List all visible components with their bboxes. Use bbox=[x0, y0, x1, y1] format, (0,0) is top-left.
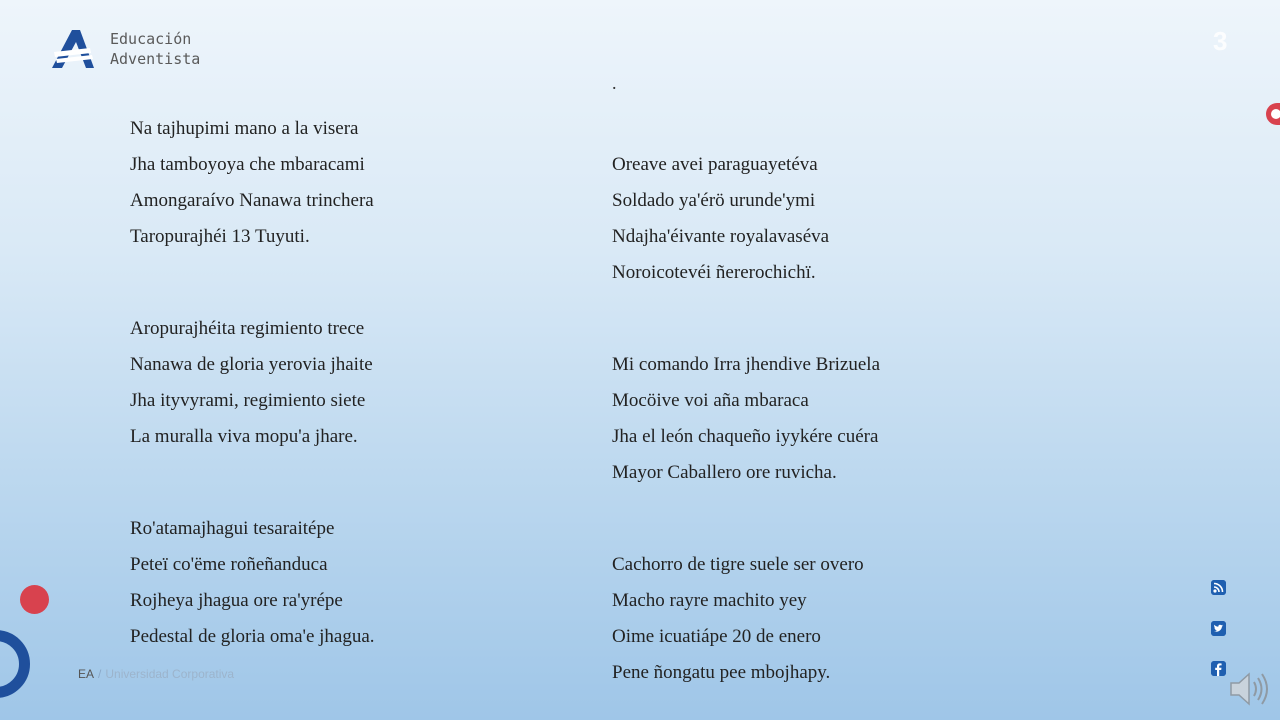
lyric-line: Amongaraívo Nanawa trinchera bbox=[130, 190, 374, 211]
footer-separator: / bbox=[98, 667, 102, 681]
stanza bbox=[130, 311, 570, 455]
lyric-line: Noroicotevéi ñererochichï. bbox=[612, 262, 816, 283]
speaker-icon[interactable] bbox=[1228, 669, 1272, 709]
educacion-adventista-logo bbox=[50, 28, 96, 70]
stanza bbox=[130, 111, 570, 255]
stanza bbox=[130, 511, 570, 655]
lyric-line: Soldado ya'érö urunde'ymi bbox=[612, 190, 816, 211]
lyrics-left-column bbox=[130, 111, 570, 655]
lyric-line: Nanawa de gloria yerovia jhaite bbox=[130, 354, 373, 375]
facebook-icon[interactable] bbox=[1211, 661, 1226, 676]
lyric-line: Mi comando Irra jhendive Brizuela bbox=[612, 354, 881, 375]
lyric-line: Ndajha'éivante royalavaséva bbox=[612, 226, 830, 247]
lyric-line: Rojheya jhagua ore ra'yrépe bbox=[130, 590, 343, 611]
brand-name bbox=[110, 29, 200, 69]
lyric-line: Jha ityvyrami, regimiento siete bbox=[130, 390, 366, 411]
footer-prefix: EA bbox=[78, 667, 95, 681]
lyric-line: Jha tamboyoya che mbaracami bbox=[130, 154, 365, 175]
stanza bbox=[612, 147, 1032, 291]
lyric-line: Oime icuatiápe 20 de enero bbox=[612, 626, 821, 647]
blue-ring-decoration bbox=[0, 630, 30, 698]
edge-ring-decoration bbox=[1266, 103, 1280, 125]
lyrics-right-column bbox=[612, 147, 1032, 691]
rss-icon[interactable] bbox=[1211, 580, 1226, 595]
brand-line-1: Educación bbox=[110, 30, 192, 48]
red-dot-decoration bbox=[20, 585, 49, 614]
lyric-line: Taropurajhéi 13 Tuyuti. bbox=[130, 226, 310, 247]
lyric-line: Macho rayre machito yey bbox=[612, 590, 807, 611]
lyric-line: Pedestal de gloria oma'e jhagua. bbox=[130, 626, 375, 647]
lyric-line: Mayor Caballero ore ruvicha. bbox=[612, 462, 837, 483]
lyric-line: Aropurajhéita regimiento trece bbox=[130, 318, 365, 339]
lyric-line: Jha el león chaqueño iyykére cuéra bbox=[612, 426, 879, 447]
lyric-line: Mocöive voi aña mbaraca bbox=[612, 390, 809, 411]
lyric-line: Pene ñongatu pee mbojhapy. bbox=[612, 662, 831, 683]
dot-mark: . bbox=[612, 73, 617, 93]
footer bbox=[78, 667, 234, 681]
stanza bbox=[612, 347, 1032, 491]
lyric-line: Cachorro de tigre suele ser overo bbox=[612, 554, 864, 575]
lyric-line: La muralla viva mopu'a jhare. bbox=[130, 426, 358, 447]
lyric-line: Ro'atamajhagui tesaraitépe bbox=[130, 518, 335, 539]
lyric-line: Oreave avei paraguayetéva bbox=[612, 154, 818, 175]
lyric-line: Peteï co'ëme roñeñanduca bbox=[130, 554, 328, 575]
twitter-icon[interactable] bbox=[1211, 621, 1226, 636]
slide-number: 3 bbox=[1213, 26, 1228, 56]
brand-line-2: Adventista bbox=[110, 50, 201, 68]
stanza bbox=[612, 547, 1032, 691]
footer-org: Universidad Corporativa bbox=[105, 667, 235, 681]
lyric-line: Na tajhupimi mano a la visera bbox=[130, 118, 359, 139]
